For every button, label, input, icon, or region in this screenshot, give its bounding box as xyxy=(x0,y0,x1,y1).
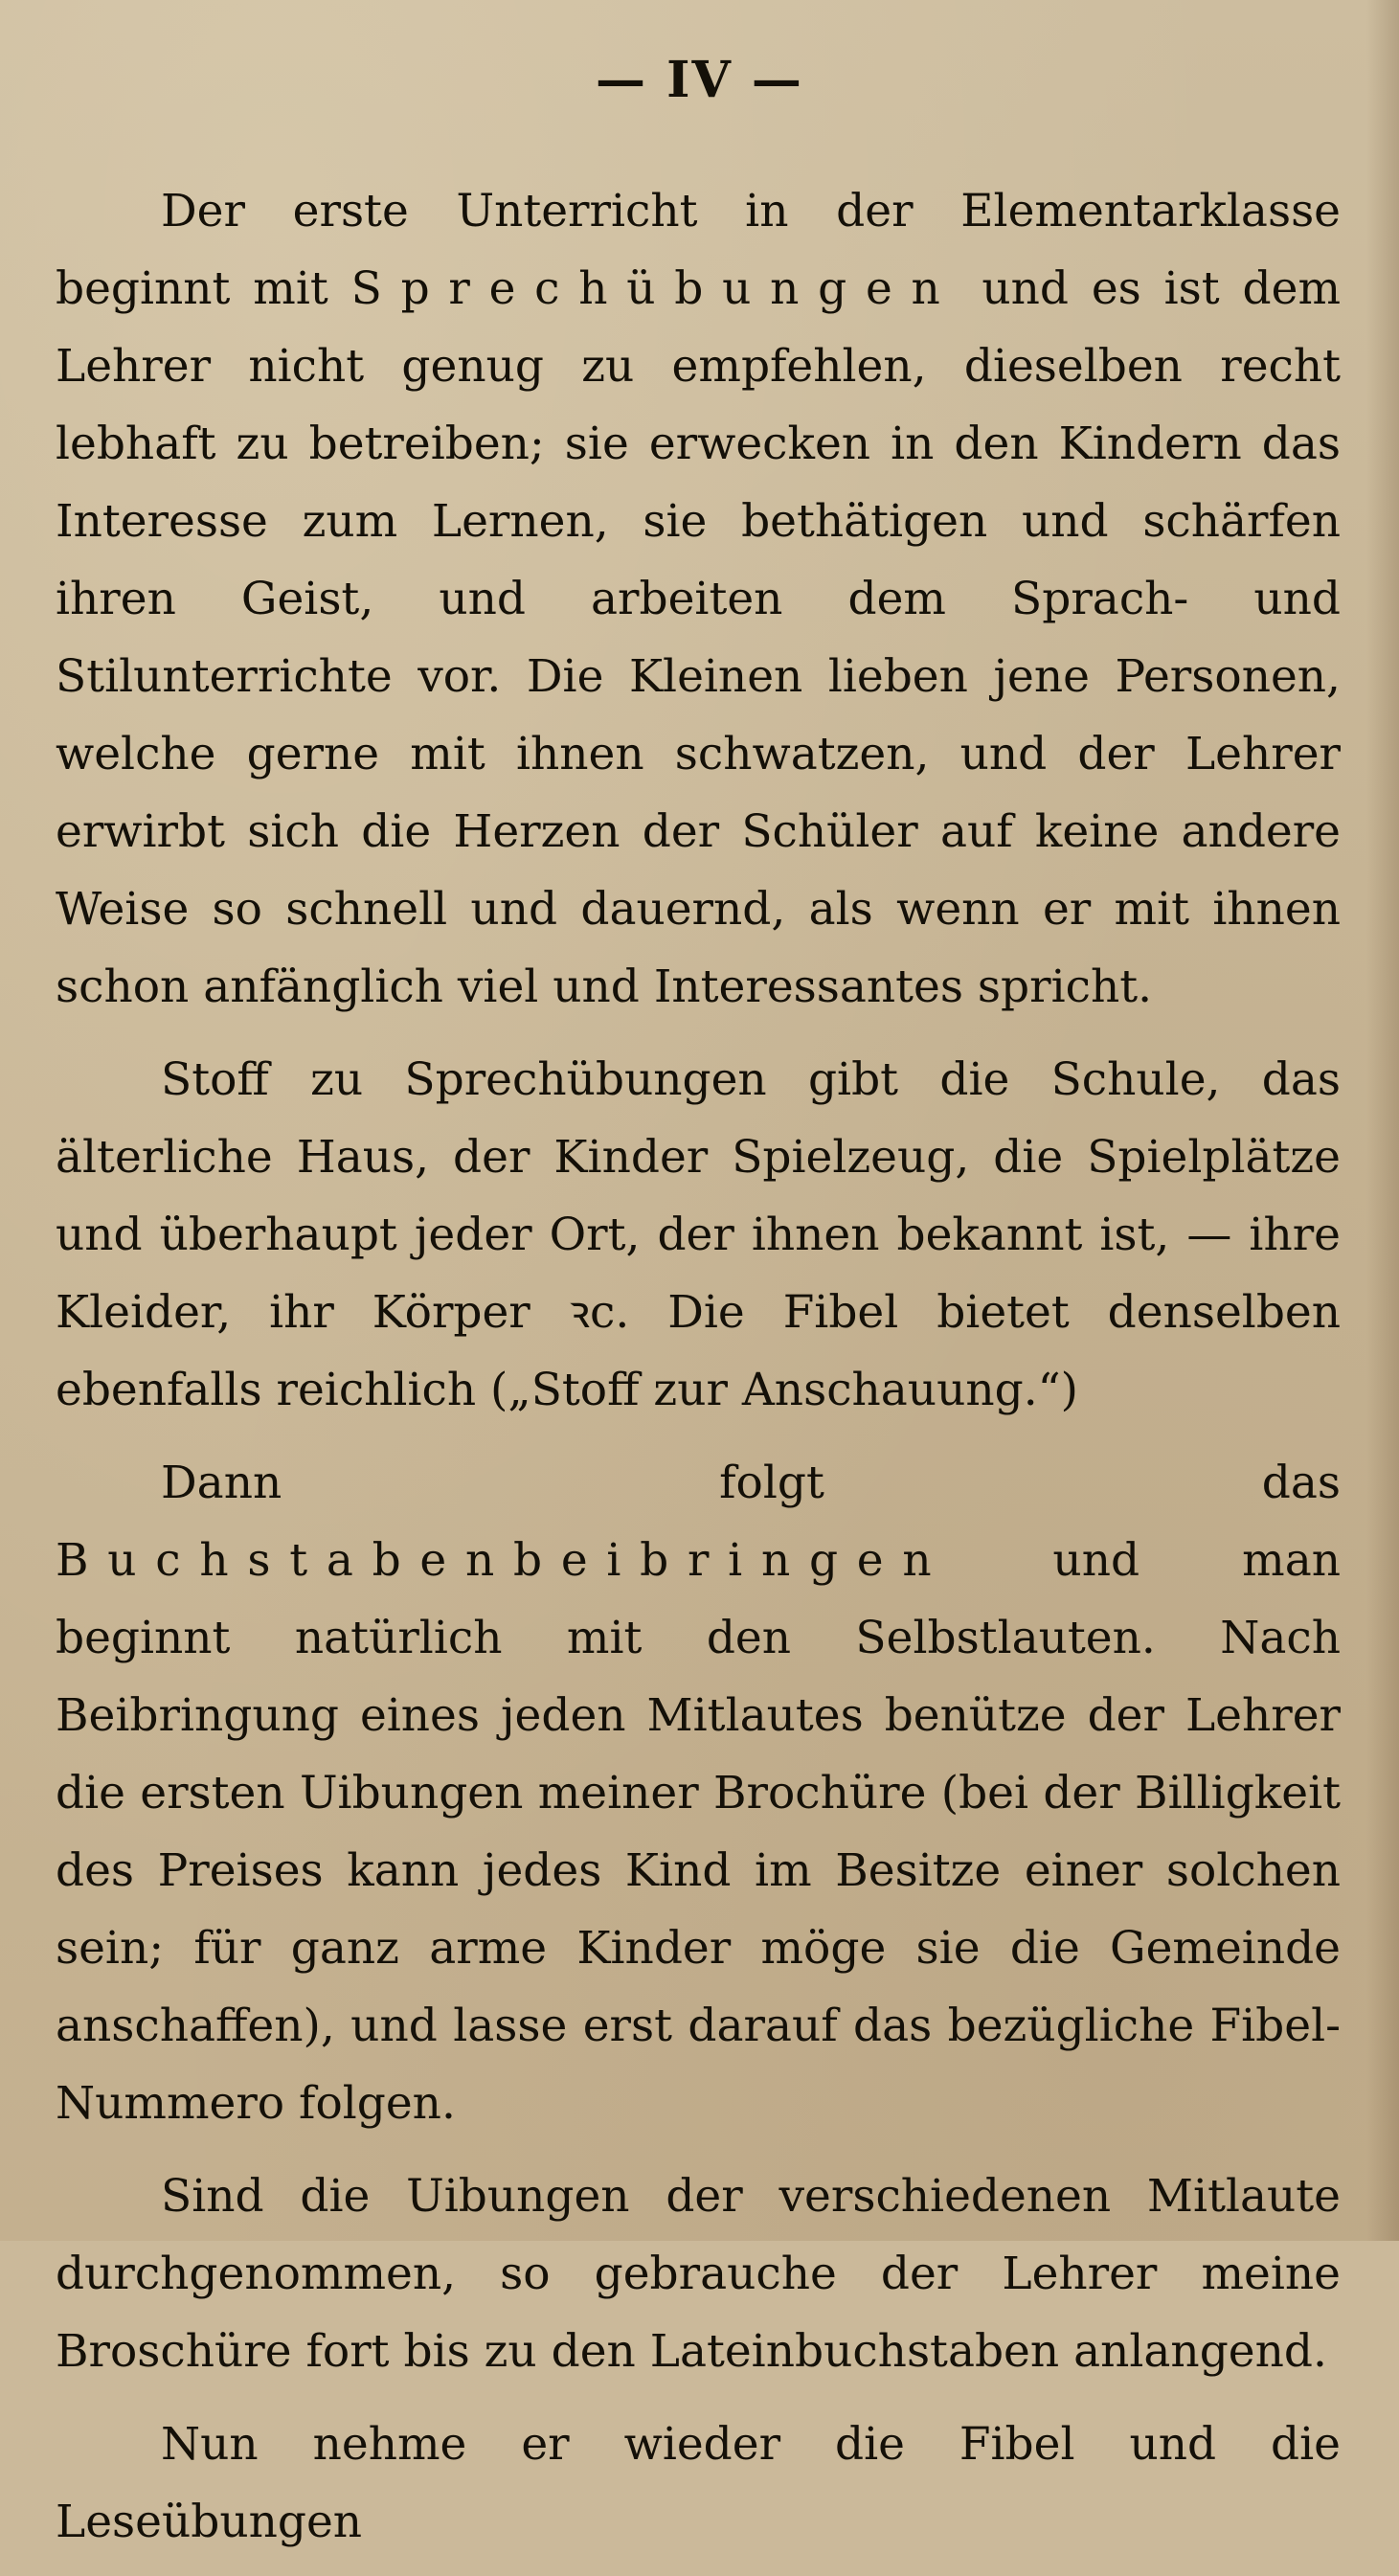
paragraph-text: und es ist dem Lehrer nicht genug zu empfehlen, dieselben recht lebhaft zu betreiben; sie erwecken in den Kindern das Interesse zum Lernen, sie bethätigen und schärfen ihren Geist, und arbeiten dem Sprach- und Stilunterrichte vor. Die Kleinen lieben jene Personen, welche gerne mit ihnen schwatzen, und der Lehrer erwirbt sich die Herzen der Schüler auf keine andere Weise so schnell und dauernd, als wenn er mit ihnen schon anfänglich viel und Interessantes spricht. xyxy=(56,262,1342,1013)
paragraph-5 xyxy=(56,2406,1341,2561)
emphasized-term: Sprechübungen xyxy=(350,262,959,315)
page-edge-shadow xyxy=(1366,0,1399,2241)
paragraph-text: Stoff zu Sprechübungen gibt die Schule, das älterliche Haus, der Kinder Spielzeug, die Spielplätze und überhaupt jeder Ort, der ihnen bekannt ist, — ihre Kleider, ihr Körper ꝛc. Die Fibel bietet denselben ebenfalls reichlich („Stoff zur Anschauung.“) xyxy=(56,1053,1341,1416)
paragraph-2 xyxy=(56,1041,1341,1429)
paragraph-4 xyxy=(56,2158,1341,2390)
page-number: — IV — xyxy=(596,51,803,109)
paragraph-text: Dann folgt das xyxy=(161,1457,1341,1509)
paragraph-text: Nun nehme er wieder die Fibel und die Leseübungen xyxy=(56,2418,1341,2548)
paragraph-text: Sind die Uibungen der verschiedenen Mitlaute durchgenommen, so gebrauche der Lehrer meine Broschüre fort bis zu den Lateinbuchstaben anlangend. xyxy=(56,2170,1341,2378)
emphasized-term: Buchstabenbeibringen xyxy=(56,1534,951,1587)
paragraph-3 xyxy=(56,1444,1341,2142)
paragraph-text: Der erste Unterricht in der Elementarklasse beginnt mit xyxy=(56,185,1341,315)
paragraph-1 xyxy=(56,172,1341,1026)
body-text xyxy=(56,172,1341,2576)
paragraph-text: und man beginnt natürlich mit den Selbstlauten. Nach Beibringung eines jeden Mitlautes benütze der Lehrer die ersten Uibungen meiner Brochüre (bei der Billigkeit des Preises kann jedes Kind im Besitze einer solchen sein; für ganz arme Kinder möge sie die Gemeinde anschaffen), und lasse erst darauf das bezügliche Fibel-Nummero folgen. xyxy=(56,1534,1341,2130)
